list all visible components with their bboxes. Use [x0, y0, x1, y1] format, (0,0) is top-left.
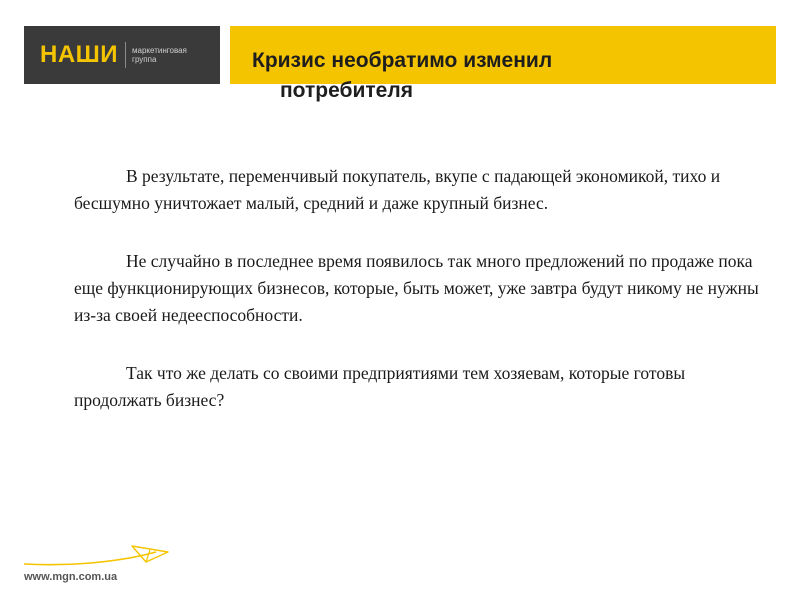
title-line-2: потребителя — [280, 79, 413, 102]
logo-divider — [125, 42, 126, 68]
paper-plane-arrow-icon — [22, 540, 172, 570]
slide-body — [74, 163, 774, 445]
brand-logo — [24, 26, 220, 84]
paragraph-1: В результате, переменчивый покупатель, вкупе с падающей экономикой, тихо и бесшумно уничтожает малый, средний и даже крупный бизнес. — [74, 166, 721, 213]
logo-subtitle: маркетинговая группа — [132, 45, 187, 64]
slide-title — [252, 46, 672, 106]
paragraph-3: Так что же делать со своими предприятиями тем хозяевам, которые готовы продолжать бизнес? — [74, 363, 686, 410]
title-line-1: Кризис необратимо изменил — [252, 49, 553, 72]
logo-wordmark: НАШИ — [40, 41, 119, 68]
paragraph-2: Не случайно в последнее время появилось так много предложений по продаже пока еще функционирующих бизнесов, которые, быть может, уже завтра будут никому не нужны из-за своей недееспособности. — [74, 251, 759, 325]
footer-url: www.mgn.com.ua — [24, 571, 118, 583]
